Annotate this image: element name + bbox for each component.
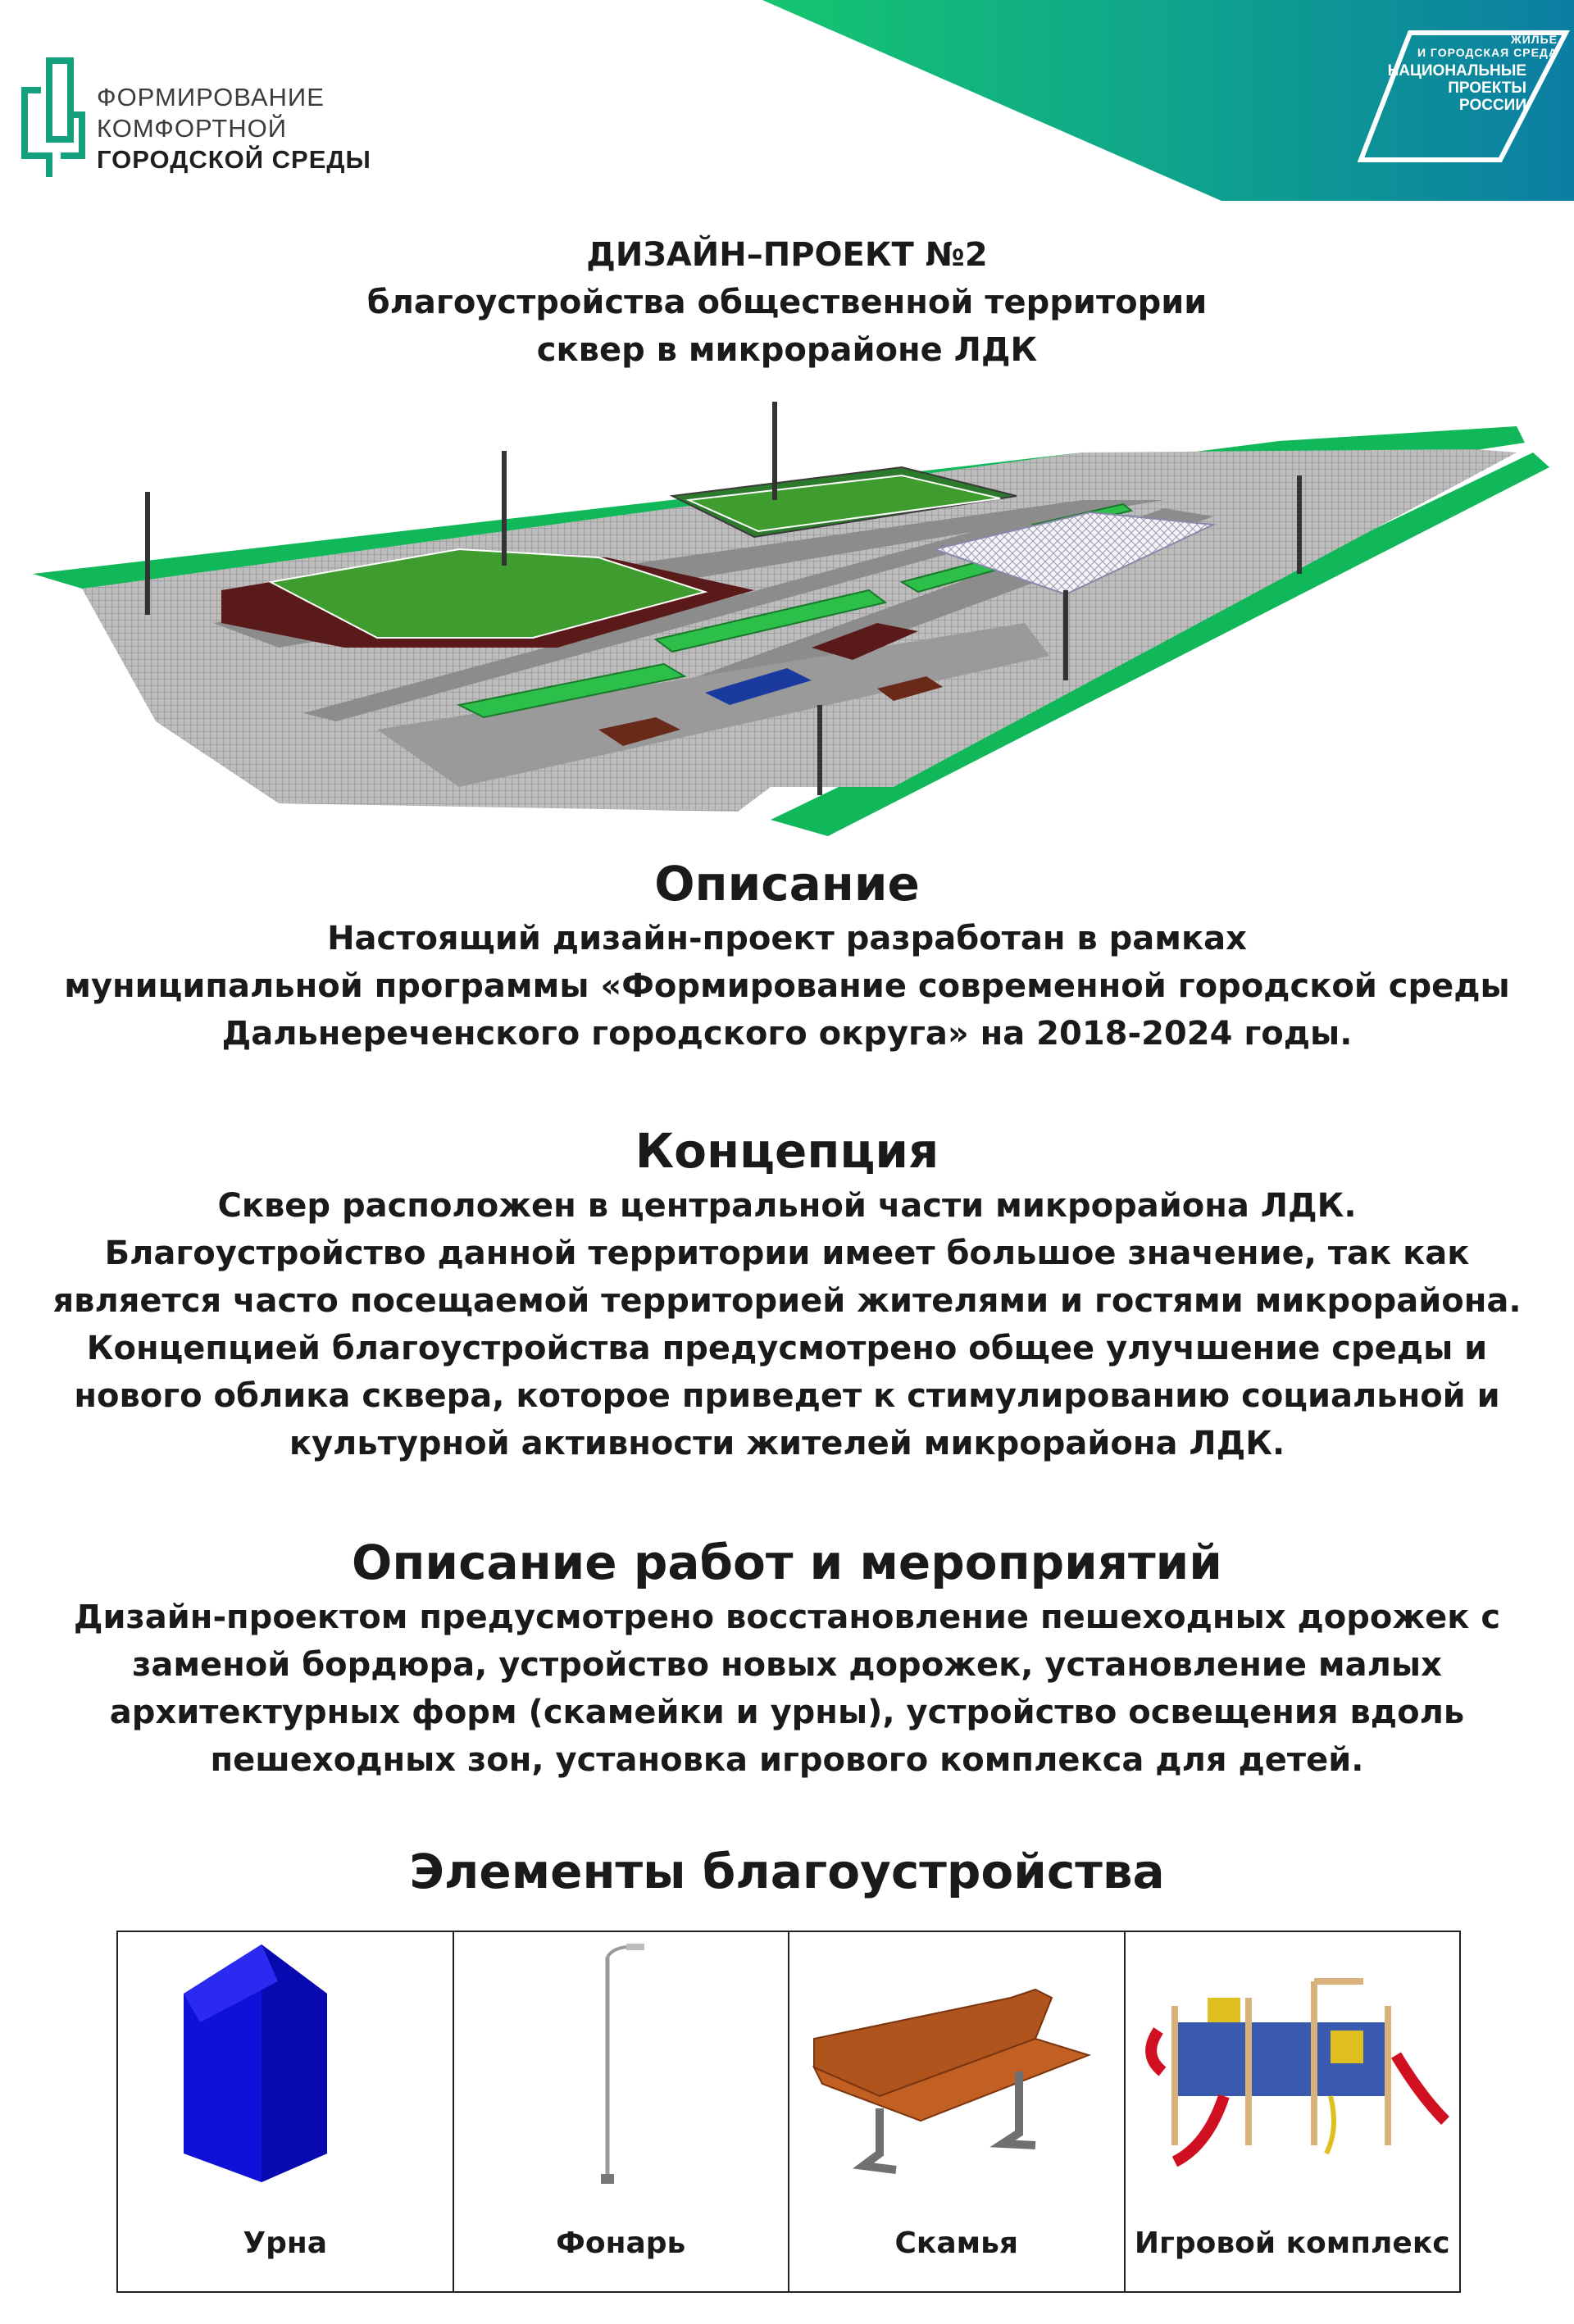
element-label: Игровой комплекс xyxy=(1134,2226,1450,2260)
np-title: ПРОЕКТЫ xyxy=(1448,80,1526,97)
section-works xyxy=(33,1531,1541,1784)
section-line: нового облика сквера, которое приведет к стимулированию социальной и xyxy=(74,1377,1500,1415)
site-plan-image xyxy=(33,377,1549,836)
section-concept xyxy=(33,1120,1541,1467)
section-line: Благоустройство данной территории имеет большое значение, так как xyxy=(104,1235,1470,1272)
element-label: Урна xyxy=(243,2226,328,2260)
brand-line: КОМФОРТНОЙ xyxy=(97,114,287,143)
section-line: муниципальной программы «Формирование современной городской среды xyxy=(64,967,1510,1005)
brand-name xyxy=(97,82,371,175)
bench-icon xyxy=(789,1932,1124,2203)
section-heading: Описание работ и мероприятий xyxy=(352,1535,1222,1590)
section-line: культурной активности жителей микрорайона ЛДК. xyxy=(289,1425,1285,1462)
element-cell xyxy=(118,1932,454,2291)
section-line: архитектурных форм (скамейки и урны), устройство освещения вдоль xyxy=(109,1694,1465,1731)
section-line: Сквер расположен в центральной части микрорайона ЛДК. xyxy=(217,1187,1357,1225)
trash-bin-icon xyxy=(118,1932,453,2203)
section-line: заменой бордюра, устройство новых дорожек, установление малых xyxy=(132,1646,1442,1684)
np-caption: И ГОРОДСКАЯ СРЕДА xyxy=(1417,46,1558,59)
element-cell xyxy=(789,1932,1126,2291)
section-heading: Концепция xyxy=(635,1123,939,1179)
element-label: Фонарь xyxy=(556,2226,686,2260)
street-lamp-icon xyxy=(454,1932,789,2203)
playground-icon xyxy=(1126,1932,1460,2203)
section-line: Дальнереченского городского округа» на 2018-2024 годы. xyxy=(221,1015,1353,1053)
elements-table xyxy=(116,1931,1461,2293)
section-heading: Описание xyxy=(654,856,920,912)
section-line: Дизайн-проектом предусмотрено восстановление пешеходных дорожек с xyxy=(73,1599,1501,1636)
brand-logo-icon xyxy=(16,57,87,180)
title-line: сквер в микрорайоне ЛДК xyxy=(536,331,1038,369)
brand-line: ГОРОДСКОЙ СРЕДЫ xyxy=(97,145,371,174)
title-line: благоустройства общественной территории xyxy=(366,284,1208,321)
brand-line: ФОРМИРОВАНИЕ xyxy=(97,83,325,111)
national-projects-logo xyxy=(1388,33,1558,114)
section-description xyxy=(33,853,1541,1057)
np-title: РОССИИ xyxy=(1459,97,1526,114)
np-title: НАЦИОНАЛЬНЫЕ xyxy=(1387,62,1526,80)
elements-title: Элементы благоустройства xyxy=(409,1844,1165,1899)
page-title xyxy=(0,231,1574,374)
section-line: Настоящий дизайн-проект разработан в рамках xyxy=(327,920,1247,957)
section-line: является часто посещаемой территорией жителями и гостями микрорайона. xyxy=(52,1282,1522,1320)
element-cell xyxy=(454,1932,790,2291)
section-line: Концепцией благоустройства предусмотрено общее улучшение среды и xyxy=(86,1330,1488,1367)
section-line: пешеходных зон, установка игрового комплекса для детей. xyxy=(210,1741,1364,1779)
element-cell xyxy=(1126,1932,1460,2291)
title-line: ДИЗАЙН–ПРОЕКТ №2 xyxy=(586,236,988,274)
np-caption: ЖИЛЬЕ xyxy=(1511,33,1558,46)
element-label: Скамья xyxy=(894,2226,1018,2260)
